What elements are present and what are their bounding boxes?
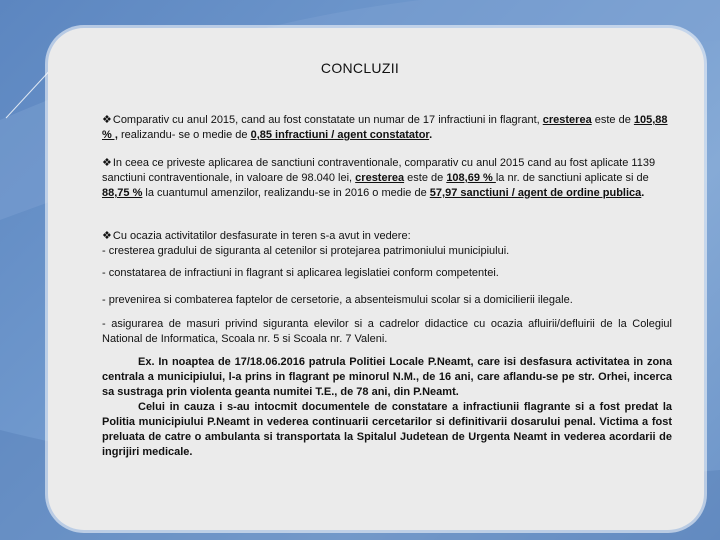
p2-text-2: este de bbox=[404, 172, 447, 184]
paragraph-flagrant-legislation: - constatarea de infractiuni in flagrant si aplicarea legislatiei conform competentei. bbox=[102, 267, 499, 279]
p1-text-4: . bbox=[429, 129, 433, 141]
bullet-diamond-icon: ❖ bbox=[102, 114, 112, 126]
paragraph-begging-prevention: - prevenirea si combaterea faptelor de cersetorie, a absenteismului scolar si a domicilierii ilegale. bbox=[102, 294, 573, 306]
paragraph-flagrant-offenses bbox=[102, 113, 672, 143]
example-incident-text: Ex. In noaptea de 17/18.06.2016 patrula Politiei Locale P.Neamt, care isi desfasura activitatea in zona centrala a municipiului, l-a prins in flagrant pe minorul N.M., de 16 ani, care aflandu-se pe str. Orhei, incerca sa sustraga prin violenta geanta numitei T.E., de 78 ani, din P.Neamt. bbox=[102, 356, 672, 398]
p1-underline-1: cresterea bbox=[542, 114, 592, 126]
p2-text-4: la cuantumul amenzilor, realizandu-se in 2016 o medie de bbox=[142, 187, 430, 199]
p2-underline-2: 108,69 % bbox=[446, 172, 496, 184]
p2-text-5: . bbox=[641, 187, 645, 199]
p2-text-1: In ceea ce priveste aplicarea de sanctiuni contraventionale, comparativ cu anul 2015 cand au fost aplicate 1139 sanctiuni contraventionale, in valoare de 98.040 lei, bbox=[102, 157, 656, 184]
p3-intro: Cu ocazia activitatilor desfasurate in teren s-a avut in vedere: bbox=[112, 230, 411, 242]
paragraph-sanctions bbox=[102, 156, 672, 201]
p1-text-3: realizandu- se o medie de bbox=[117, 129, 251, 141]
p1-text-2: este de bbox=[591, 114, 634, 126]
p1-underline-3: 0,85 infractiuni / agent constatator bbox=[250, 129, 430, 141]
p1-underline-2: 105,88 % , bbox=[102, 114, 668, 141]
slide-title: CONCLUZII bbox=[320, 60, 400, 76]
p2-underline-4: 57,97 sanctiuni / agent de ordine publica bbox=[429, 187, 642, 199]
p2-underline-3: 88,75 % bbox=[102, 187, 143, 199]
p3-line-1 bbox=[102, 229, 672, 244]
bullet-diamond-icon: ❖ bbox=[102, 230, 112, 242]
paragraph-field-activities bbox=[102, 229, 672, 259]
p2-text-3: la nr. de sanctiuni aplicate si de bbox=[495, 172, 649, 184]
p2-underline-1: cresterea bbox=[355, 172, 405, 184]
paragraph-school-safety: - asigurarea de masuri privind siguranta elevilor si a cadrelor didactice cu ocazia afluirii/defluirii de la Colegiul National de Informatica, Scoala nr. 5 si Scoala nr. 7 Valeni. bbox=[102, 318, 672, 345]
p1-text-1: Comparativ cu anul 2015, cand au fost constatate un numar de 17 infractiuni in flagrant, bbox=[112, 114, 543, 126]
example-paragraph-incident bbox=[102, 355, 672, 460]
example-followup-text: Celui in cauza i s-au intocmit documentele de constatare a infractiunii flagrante si a fost predat la Politia municipiului P.Neamt in vederea continuarii cercetarilor si definitivarii dosarului penal. Victima a fost preluata de catre o ambulanta si transportata la Spitalul Judetean de Urgenta Neamt in vederea acordarii de ingrijiri medicale. bbox=[102, 401, 672, 458]
bullet-diamond-icon: ❖ bbox=[102, 157, 112, 169]
p3-line-2: - cresterea gradului de siguranta al cetenilor si protejarea patrimoniului municipiului. bbox=[102, 245, 510, 257]
